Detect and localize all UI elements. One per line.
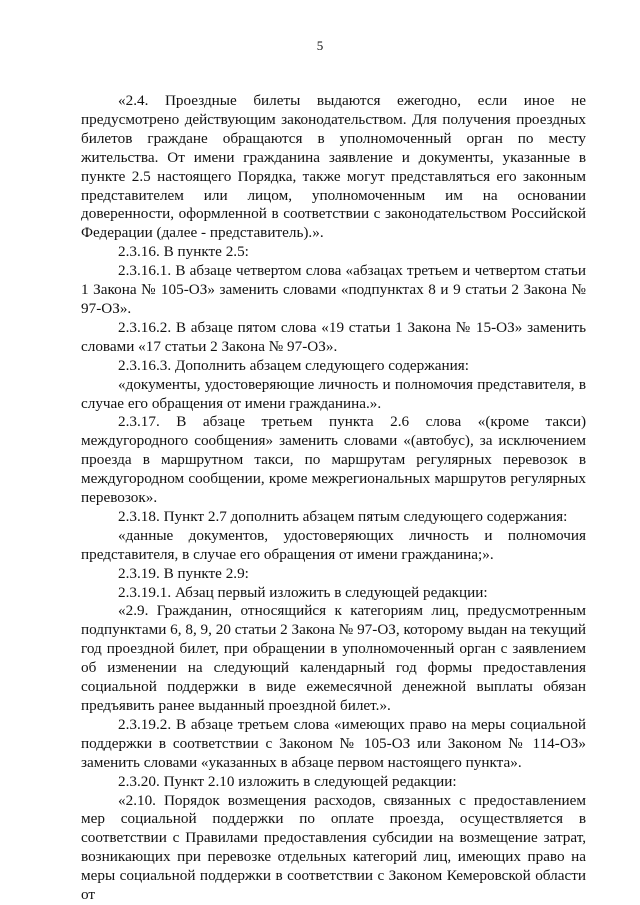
paragraph-2-3-16-3: 2.3.16.3. Дополнить абзацем следующего содержания: [118,356,469,374]
paragraph-2-3-18: 2.3.18. Пункт 2.7 дополнить абзацем пятым следующего содержания: [118,507,568,525]
paragraph-data-quote: «данные документов, удостоверяющих личность и полномочия представителя, в случае его обращения от имени гражданина;». [81,526,586,563]
paragraph-2-3-19: 2.3.19. В пункте 2.9: [118,564,249,582]
paragraph-documents-quote: «документы, удостоверяющие личность и полномочия представителя, в случае его обращения от имени гражданина.». [81,375,586,412]
paragraph-2-3-16-1: 2.3.16.1. В абзаце четвертом слова «абзацах третьем и четвертом статьи 1 Закона № 105-ОЗ» заменить словами «подпунктах 8 и 9 статьи 2 Закона № 97-ОЗ». [81,262,586,317]
paragraph-2-3-16: 2.3.16. В пункте 2.5: [118,243,249,261]
document-body [81,92,586,905]
paragraph-2-10-quote: «2.10. Порядок возмещения расходов, связанных с предоставлением мер социальной поддержки по оплате проезда, осуществляется в соответствии с Правилами предоставления субсидии на возмещение затрат, возникающих при перевозке отдельных категорий лиц, имеющих право на меры социальной поддержки в соответствии с Законом Кемеровской области от [81,791,586,904]
paragraph-2-3-20: 2.3.20. Пункт 2.10 изложить в следующей редакции: [118,772,457,790]
paragraph-2-9-quote: «2.9. Гражданин, относящийся к категориям лиц, предусмотренным подпунктами 6, 8, 9, 20 статьи 2 Закона № 97-ОЗ, которому выдан на текущий год проездной билет, при обращении в уполномоченный орган с заявлением об изменении на следующий календарный год формы предоставления социальной поддержки в виде ежемесячной денежной выплаты обязан предъявить ранее выданный проездной билет.». [81,602,586,714]
paragraph-2-4: «2.4. Проездные билеты выдаются ежегодно, если иное не предусмотрено действующим законодательством. Для получения проездных билетов граждане обращаются в уполномоченный орган по месту жительства. От имени гражданина заявление и документы, указанные в пункте 2.5 настоящего Порядка, также могут представляться его законным представителем или лицом, уполномоченным им на основании доверенности, оформленной в соответствии с законодательством Российской Федерации (далее - представитель).». [81,92,586,242]
paragraph-2-3-19-1: 2.3.19.1. Абзац первый изложить в следующей редакции: [118,583,488,601]
page-number: 5 [316,38,324,53]
paragraph-2-3-17: 2.3.17. В абзаце третьем пункта 2.6 слова «(кроме такси) междугородного сообщения» заменить словами «(автобус), за исключением проезда в маршрутном такси, по маршрутам регулярных перевозок в междугородном сообщении, кроме межрегиональных маршрутов регулярных перевозок». [81,413,586,507]
paragraph-2-3-19-2: 2.3.19.2. В абзаце третьем слова «имеющих право на меры социальной поддержки в соответствии с Законом № 105-ОЗ или Законом № 114-ОЗ» заменить словами «указанных в абзаце первом настоящего пункта». [81,715,586,771]
paragraph-2-3-16-2: 2.3.16.2. В абзаце пятом слова «19 статьи 1 Закона № 15-ОЗ» заменить словами «17 статьи 2 Закона № 97-ОЗ». [81,318,586,355]
